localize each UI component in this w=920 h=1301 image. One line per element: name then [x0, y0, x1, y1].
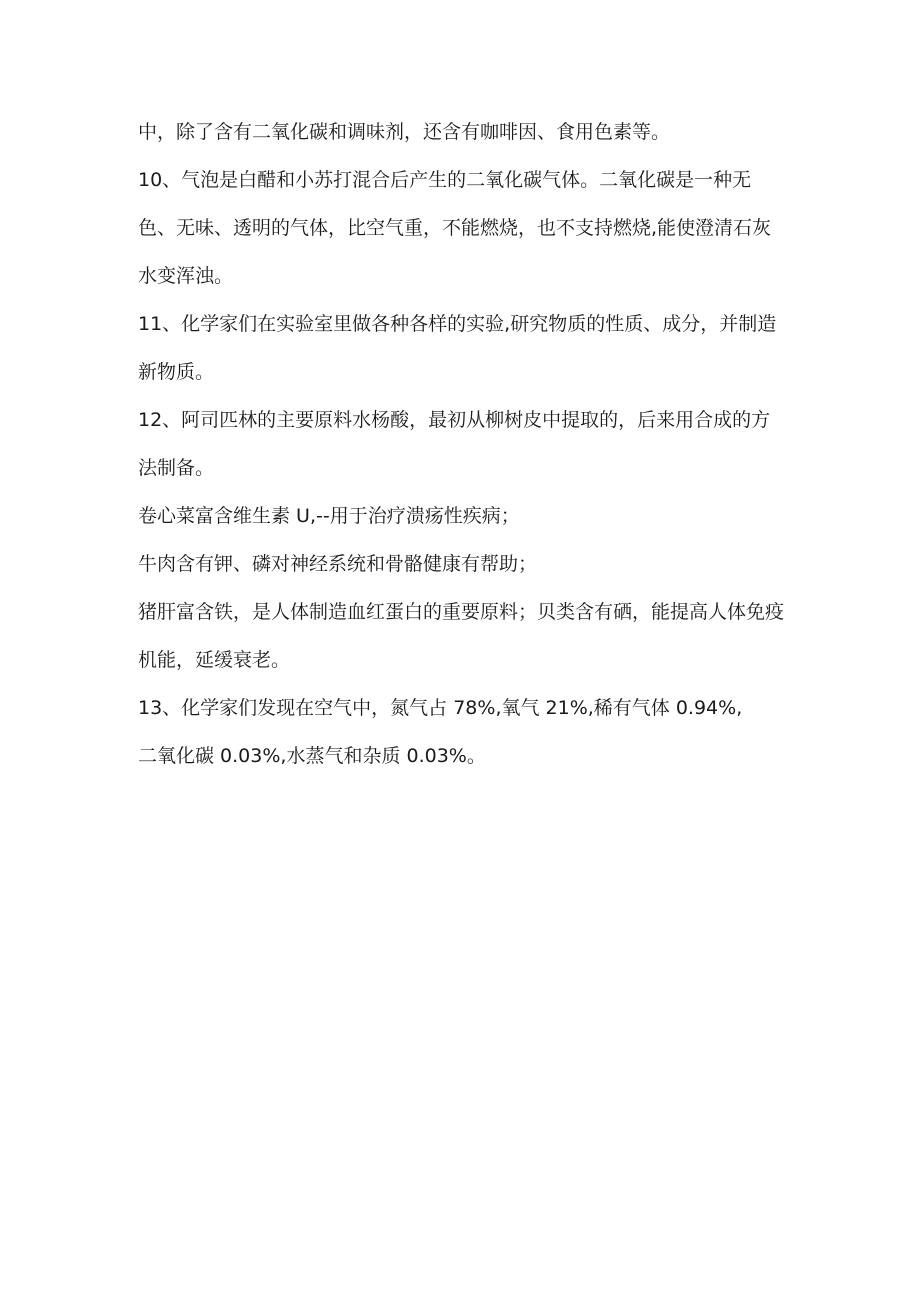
paragraph-item-10: 10、气泡是白醋和小苏打混合后产生的二氧化碳气体。二氧化碳是一种无色、无味、透明的气体，比空气重，不能燃烧，也不支持燃烧,能使澄清石灰水变浑浊。 [138, 169, 772, 287]
paragraph-continuation: 中，除了含有二氧化碳和调味剂，还含有咖啡因、食用色素等。 [138, 121, 671, 143]
document-body [138, 108, 788, 780]
paragraph-item-12: 12、阿司匹林的主要原料水杨酸，最初从柳树皮中提取的，后来用合成的方法制备。 [138, 409, 771, 479]
paragraph-item-13-continued: 二氧化碳 0.03%,水蒸气和杂质 0.03%。 [138, 745, 486, 767]
paragraph-liver-shellfish: 猪肝富含铁，是人体制造血红蛋白的重要原料；贝类含有硒，能提高人体免疫机能，延缓衰老。 [138, 601, 785, 671]
paragraph-item-11: 11、化学家们在实验室里做各种各样的实验,研究物质的性质、成分，并制造新物质。 [138, 313, 777, 383]
paragraph-item-13: 13、化学家们发现在空气中，氮气占 78%,氧气 21%,稀有气体 0.94%, [138, 697, 743, 719]
paragraph-beef: 牛肉含有钾、磷对神经系统和骨骼健康有帮助； [138, 553, 538, 575]
paragraph-cabbage: 卷心菜富含维生素 U,--用于治疗溃疡性疾病； [138, 505, 520, 527]
